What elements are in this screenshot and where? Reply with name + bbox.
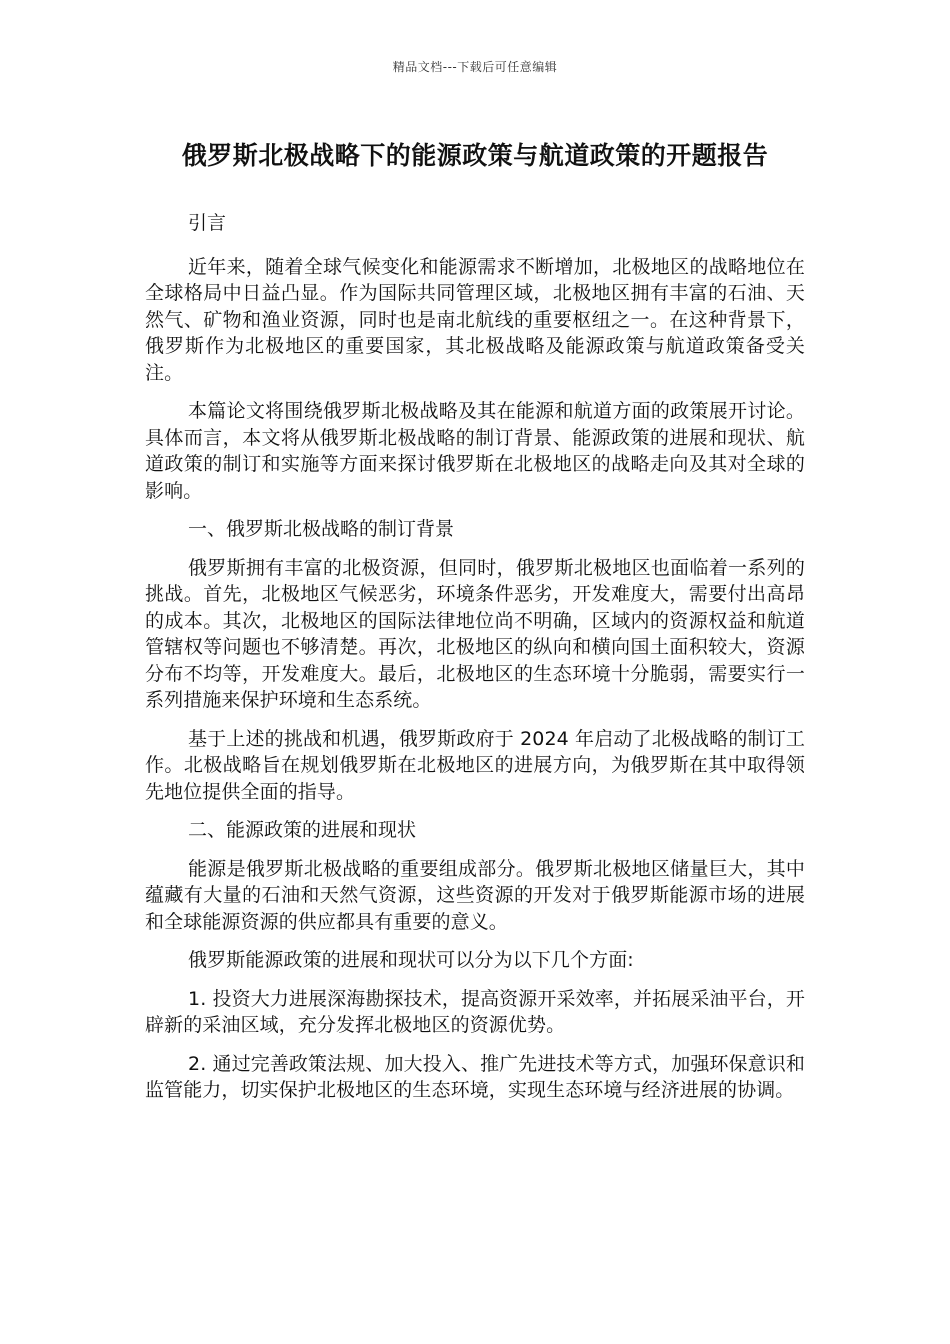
section-heading-1: 一、俄罗斯北极战略的制订背景	[188, 518, 455, 540]
section2-paragraph-2: 俄罗斯能源政策的进展和现状可以分为以下几个方面:	[188, 949, 634, 971]
page-header-watermark: 精品文档---下载后可任意编辑	[392, 60, 558, 74]
document-body	[145, 210, 805, 1116]
section1-paragraph-1: 俄罗斯拥有丰富的北极资源，但同时，俄罗斯北极地区也面临着一系列的挑战。首先，北极地区气候恶劣，环境条件恶劣，开发难度大，需要付出高昂的成本。其次，北极地区的国际法律地位尚不明确，区域内的资源权益和航道管辖权等问题也不够清楚。再次，北极地区的纵向和横向国土面积较大，资源分布不均等，开发难度大。最后，北极地区的生态环境十分脆弱，需要实行一系列措施来保护环境和生态系统。	[145, 556, 805, 711]
intro-label: 引言	[188, 212, 227, 234]
list-item-2: 2. 通过完善政策法规、加大投入、推广先进技术等方式，加强环保意识和监管能力，切实保护北极地区的生态环境，实现生态环境与经济进展的协调。	[145, 1052, 805, 1101]
document-title: 俄罗斯北极战略下的能源政策与航道政策的开题报告	[181, 141, 769, 170]
section2-paragraph-1: 能源是俄罗斯北极战略的重要组成部分。俄罗斯北极地区储量巨大，其中蕴藏有大量的石油和天然气资源，这些资源的开发对于俄罗斯能源市场的进展和全球能源资源的供应都具有重要的意义。	[145, 857, 805, 933]
section1-paragraph-2: 基于上述的挑战和机遇，俄罗斯政府于 2024 年启动了北极战略的制订工作。北极战略旨在规划俄罗斯在北极地区的进展方向，为俄罗斯在其中取得领先地位提供全面的指导。	[145, 727, 805, 803]
intro-paragraph-1: 近年来，随着全球气候变化和能源需求不断增加，北极地区的战略地位在全球格局中日益凸显。作为国际共同管理区域，北极地区拥有丰富的石油、天然气、矿物和渔业资源，同时也是南北航线的重要枢纽之一。在这种背景下，俄罗斯作为北极地区的重要国家，其北极战略及能源政策与航道政策备受关注。	[145, 255, 805, 384]
intro-paragraph-2: 本篇论文将围绕俄罗斯北极战略及其在能源和航道方面的政策展开讨论。具体而言，本文将从俄罗斯北极战略的制订背景、能源政策的进展和现状、航道政策的制订和实施等方面来探讨俄罗斯在北极地区的战略走向及其对全球的影响。	[145, 400, 805, 502]
section-heading-2: 二、能源政策的进展和现状	[188, 819, 417, 841]
list-item-1: 1. 投资大力进展深海勘探技术，提高资源开采效率，并拓展采油平台，开辟新的采油区域，充分发挥北极地区的资源优势。	[145, 987, 805, 1036]
